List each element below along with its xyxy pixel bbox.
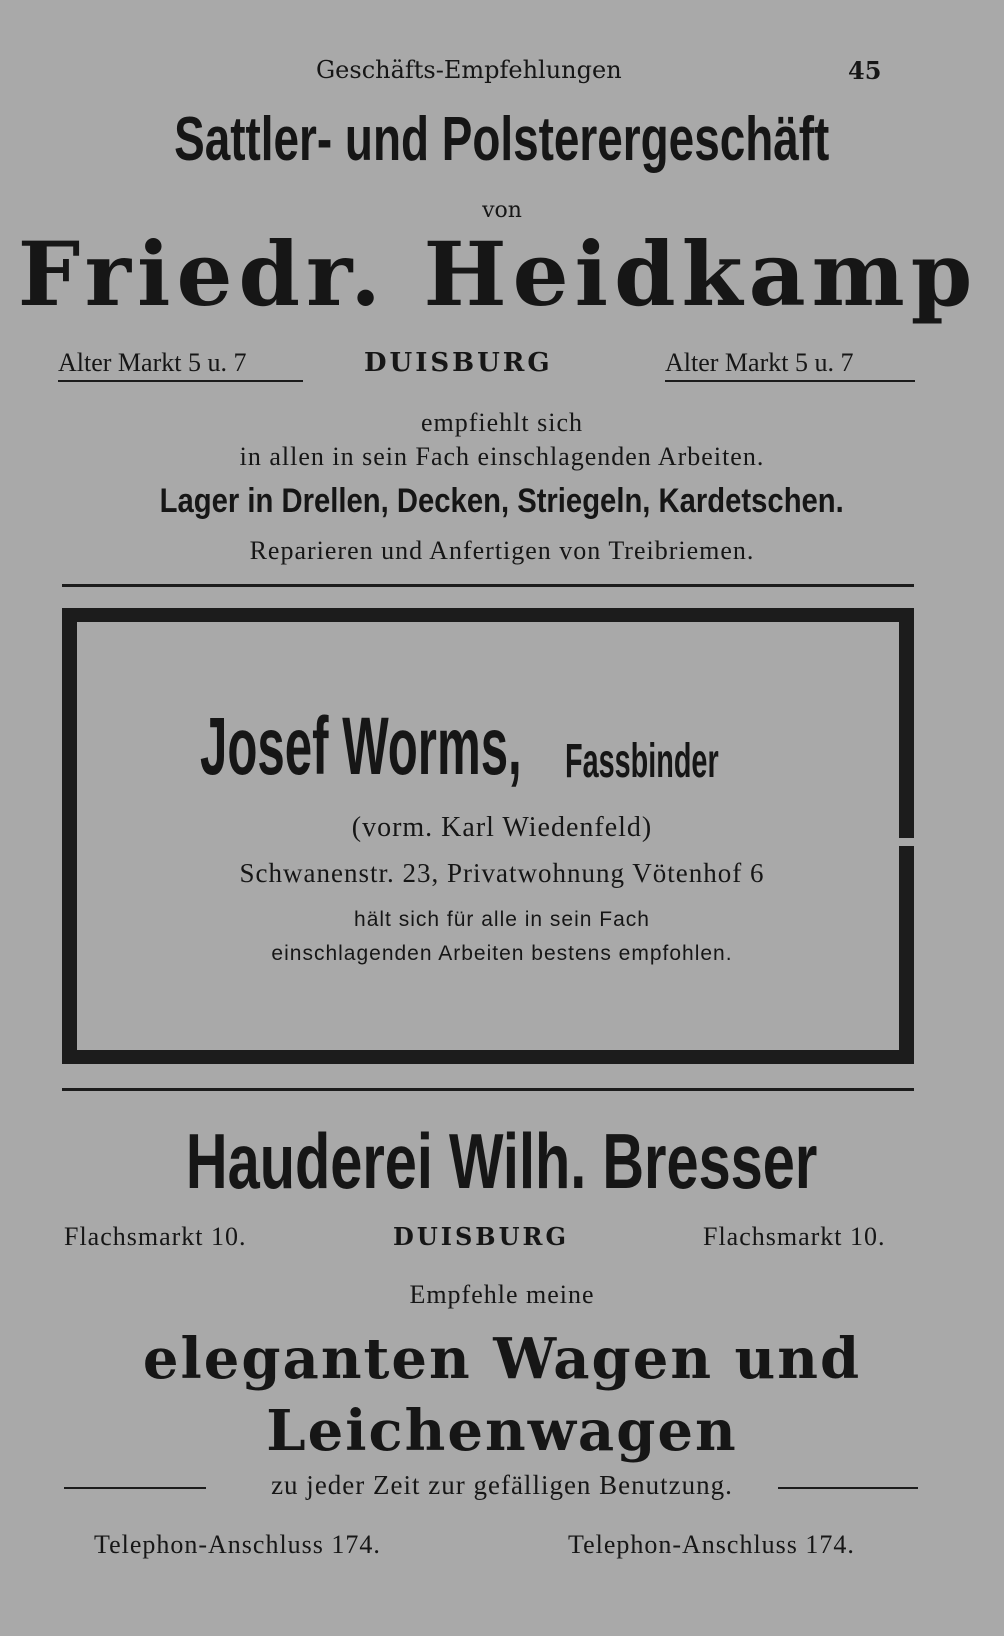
heidkamp-von: von xyxy=(482,198,522,223)
bresser-bold-line2: Leichenwagen xyxy=(266,1398,738,1464)
worms-former: (vorm. Karl Wiedenfeld) xyxy=(351,812,653,843)
divider-2 xyxy=(62,1088,914,1091)
worms-line2: einschlagenden Arbeiten bestens empfohlen. xyxy=(271,942,733,965)
worms-line1: hält sich für alle in sein Fach xyxy=(354,908,650,931)
heidkamp-address-right: Alter Markt 5 u. 7 xyxy=(665,348,915,382)
heidkamp-line2: in allen in sein Fach einschlagenden Arbeiten. xyxy=(239,442,765,471)
divider-1 xyxy=(62,584,914,587)
heidkamp-city: DUISBURG xyxy=(364,348,553,378)
worms-box-right-upper xyxy=(899,608,914,838)
heidkamp-repair-line: Reparieren und Anfertigen von Treibriemen. xyxy=(249,536,755,565)
bresser-city: DUISBURG xyxy=(393,1222,569,1251)
heidkamp-line1: empfiehlt sich xyxy=(420,408,583,437)
bresser-phone-left: Telephon-Anschluss 174. xyxy=(94,1530,381,1559)
bresser-phone-right: Telephon-Anschluss 174. xyxy=(568,1530,855,1559)
worms-name-line: Josef Worms, xyxy=(200,701,522,792)
bresser-intro: Empfehle meine xyxy=(409,1280,595,1309)
bresser-availability: zu jeder Zeit zur gefälligen Benutzung. xyxy=(271,1470,733,1500)
worms-box-top xyxy=(62,608,914,622)
heidkamp-name: Friedr. Heidkamp xyxy=(17,222,979,326)
bresser-address-left: Flachsmarkt 10. xyxy=(64,1222,247,1251)
page-header-title: Geschäfts-Empfehlungen xyxy=(316,56,622,84)
bresser-name: Hauderei Wilh. Bresser xyxy=(186,1117,818,1205)
worms-address: Schwanenstr. 23, Privatwohnung Vötenhof 6 xyxy=(239,858,765,888)
heidkamp-address-left: Alter Markt 5 u. 7 xyxy=(58,348,303,382)
availability-rule-right xyxy=(778,1487,918,1489)
worms-trade: Fassbinder xyxy=(565,735,719,788)
worms-box-bottom xyxy=(62,1050,914,1064)
bresser-address-right: Flachsmarkt 10. xyxy=(703,1222,886,1251)
bresser-bold-line1: eleganten Wagen und xyxy=(142,1326,862,1392)
heidkamp-stock-line: Lager in Drellen, Decken, Striegeln, Kardetschen. xyxy=(159,482,845,520)
page-number: 45 xyxy=(848,56,882,85)
heidkamp-headline: Sattler- und Polsterergeschäft xyxy=(174,105,830,174)
